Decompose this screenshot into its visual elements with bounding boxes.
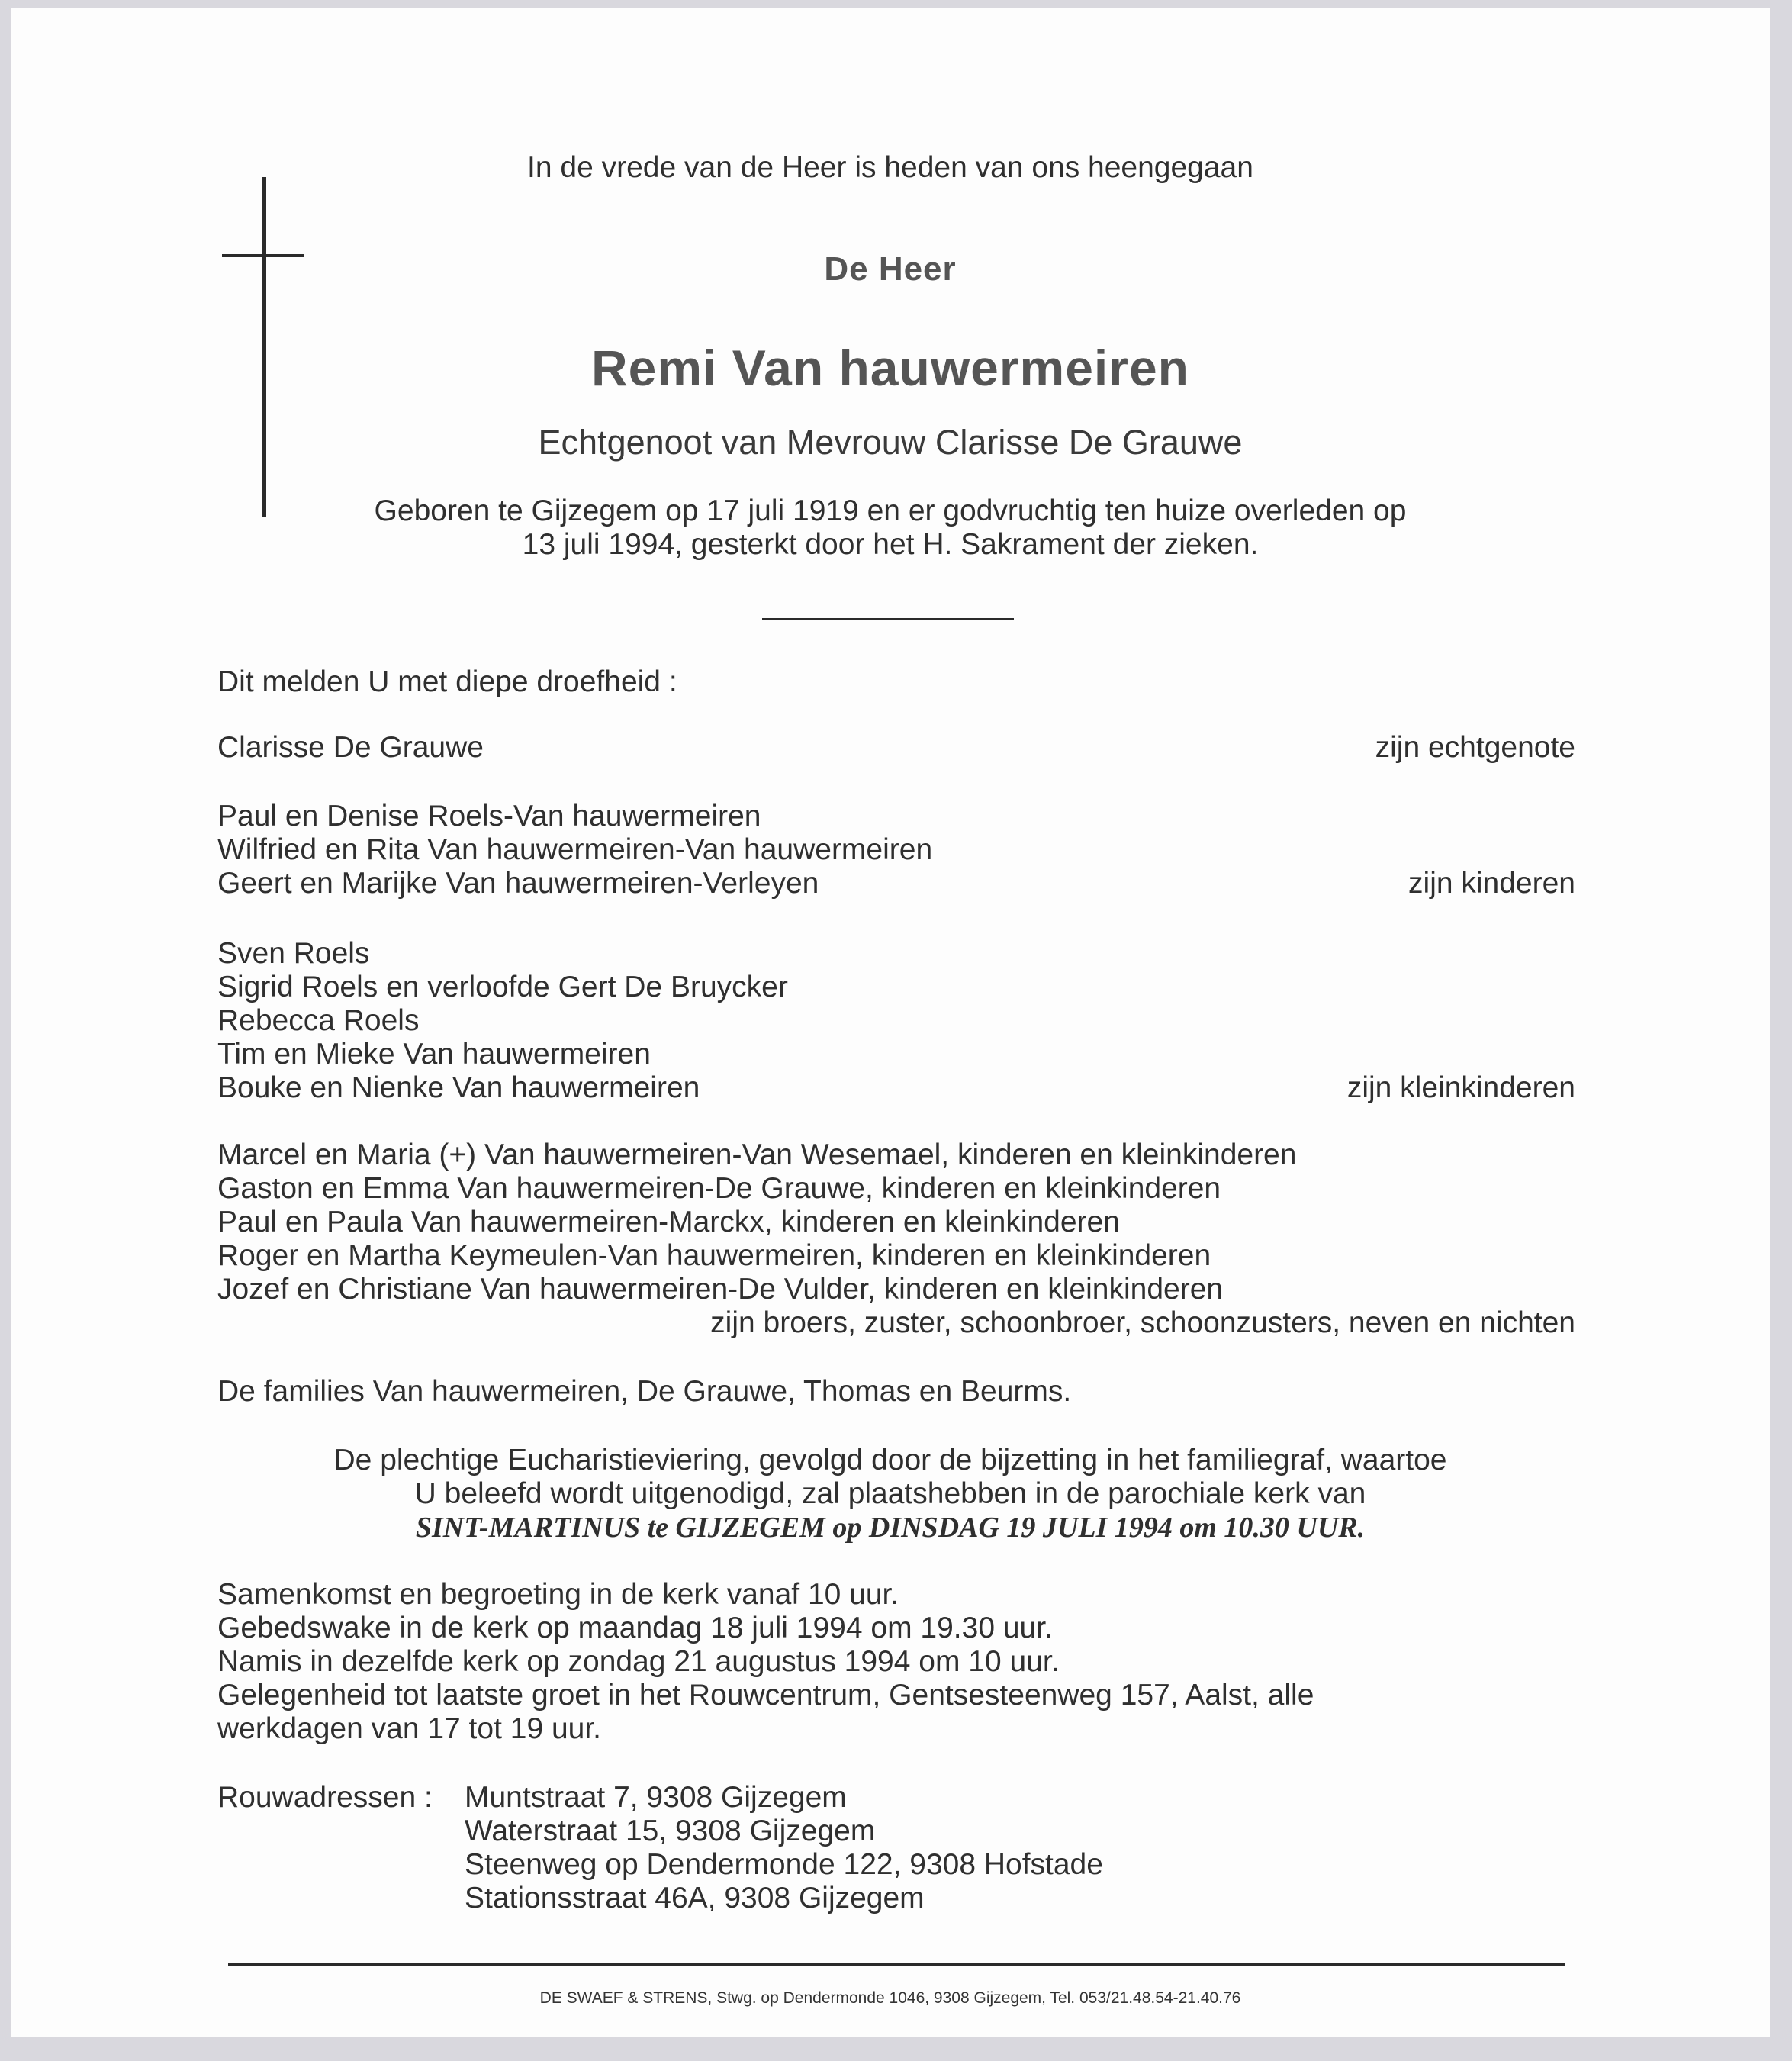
footer-rule bbox=[228, 1963, 1565, 1966]
info-line: Gelegenheid tot laatste groet in het Rouwcentrum, Gentsesteenweg 157, Aalst, alle bbox=[217, 1679, 1314, 1712]
list-item: Gaston en Emma Van hauwermeiren-De Grauwe, kinderen en kleinkinderen bbox=[217, 1172, 1221, 1205]
announce-line: Dit melden U met diepe droefheid : bbox=[217, 665, 677, 698]
address-item: Muntstraat 7, 9308 Gijzegem bbox=[465, 1781, 847, 1814]
address-item: Waterstraat 15, 9308 Gijzegem bbox=[465, 1815, 876, 1847]
info-line: Namis in dezelfde kerk op zondag 21 augustus 1994 om 10 uur. bbox=[217, 1645, 1060, 1678]
info-line: Gebedswake in de kerk op maandag 18 juli 1994 om 19.30 uur. bbox=[217, 1612, 1053, 1644]
list-item: Sigrid Roels en verloofde Gert De Bruycker bbox=[217, 971, 788, 1003]
list-item: Marcel en Maria (+) Van hauwermeiren-Van Wesemael, kinderen en kleinkinderen bbox=[217, 1138, 1297, 1171]
list-item: Roger en Martha Keymeulen-Van hauwermeiren, kinderen en kleinkinderen bbox=[217, 1239, 1211, 1272]
list-item: Geert en Marijke Van hauwermeiren-Verleyen bbox=[217, 867, 819, 900]
divider bbox=[762, 618, 1014, 620]
siblings-relation: zijn broers, zuster, schoonbroer, schoonzusters, neven en nichten bbox=[710, 1306, 1575, 1339]
list-item: Paul en Paula Van hauwermeiren-Marckx, kinderen en kleinkinderen bbox=[217, 1206, 1120, 1238]
list-item: Sven Roels bbox=[217, 937, 370, 970]
list-item: Rebecca Roels bbox=[217, 1004, 420, 1037]
ceremony-line-2: U beleefd wordt uitgenodigd, zal plaatshebben in de parochiale kerk van bbox=[414, 1477, 1366, 1510]
list-item: Bouke en Nienke Van hauwermeiren bbox=[217, 1071, 700, 1104]
families-line: De families Van hauwermeiren, De Grauwe, Thomas en Beurms. bbox=[217, 1375, 1072, 1408]
deceased-name: Remi Van hauwermeiren bbox=[591, 340, 1189, 396]
born-line-1: Geboren te Gijzegem op 17 juli 1919 en er godvruchtig ten huize overleden op bbox=[374, 494, 1407, 527]
title-line: De Heer bbox=[824, 250, 957, 288]
address-item: Stationsstraat 46A, 9308 Gijzegem bbox=[465, 1882, 925, 1914]
ceremony-line-1: De plechtige Eucharistieviering, gevolgd door de bijzetting in het familiegraf, waartoe bbox=[333, 1444, 1447, 1477]
list-item: Jozef en Christiane Van hauwermeiren-De Vulder, kinderen en kleinkinderen bbox=[217, 1273, 1224, 1306]
grandchildren-relation: zijn kleinkinderen bbox=[1346, 1071, 1575, 1104]
address-item: Steenweg op Dendermonde 122, 9308 Hofstade bbox=[465, 1848, 1103, 1881]
ceremony-line-3: SINT-MARTINUS te GIJZEGEM op DINSDAG 19 JULI 1994 om 10.30 UUR. bbox=[415, 1512, 1366, 1544]
spouse-name: Clarisse De Grauwe bbox=[217, 731, 484, 764]
spouse-line: Echtgenoot van Mevrouw Clarisse De Grauwe bbox=[538, 423, 1243, 462]
children-relation: zijn kinderen bbox=[1408, 867, 1575, 900]
list-item: Tim en Mieke Van hauwermeiren bbox=[217, 1038, 651, 1071]
list-item: Paul en Denise Roels-Van hauwermeiren bbox=[217, 800, 761, 832]
info-line: werkdagen van 17 tot 19 uur. bbox=[217, 1712, 602, 1745]
addresses-label: Rouwadressen : bbox=[217, 1781, 433, 1814]
info-line: Samenkomst en begroeting in de kerk vanaf 10 uur. bbox=[217, 1578, 899, 1611]
intro-line: In de vrede van de Heer is heden van ons heengegaan bbox=[527, 151, 1253, 184]
printer-credit: DE SWAEF & STRENS, Stwg. op Dendermonde 1046, 9308 Gijzegem, Tel. 053/21.48.54-21.40.76 bbox=[539, 1989, 1241, 2007]
spouse-relation: zijn echtgenote bbox=[1375, 731, 1575, 764]
death-notice-card bbox=[11, 8, 1770, 2037]
born-line-2: 13 juli 1994, gesterkt door het H. Sakrament der zieken. bbox=[522, 528, 1259, 561]
list-item: Wilfried en Rita Van hauwermeiren-Van hauwermeiren bbox=[217, 833, 933, 866]
